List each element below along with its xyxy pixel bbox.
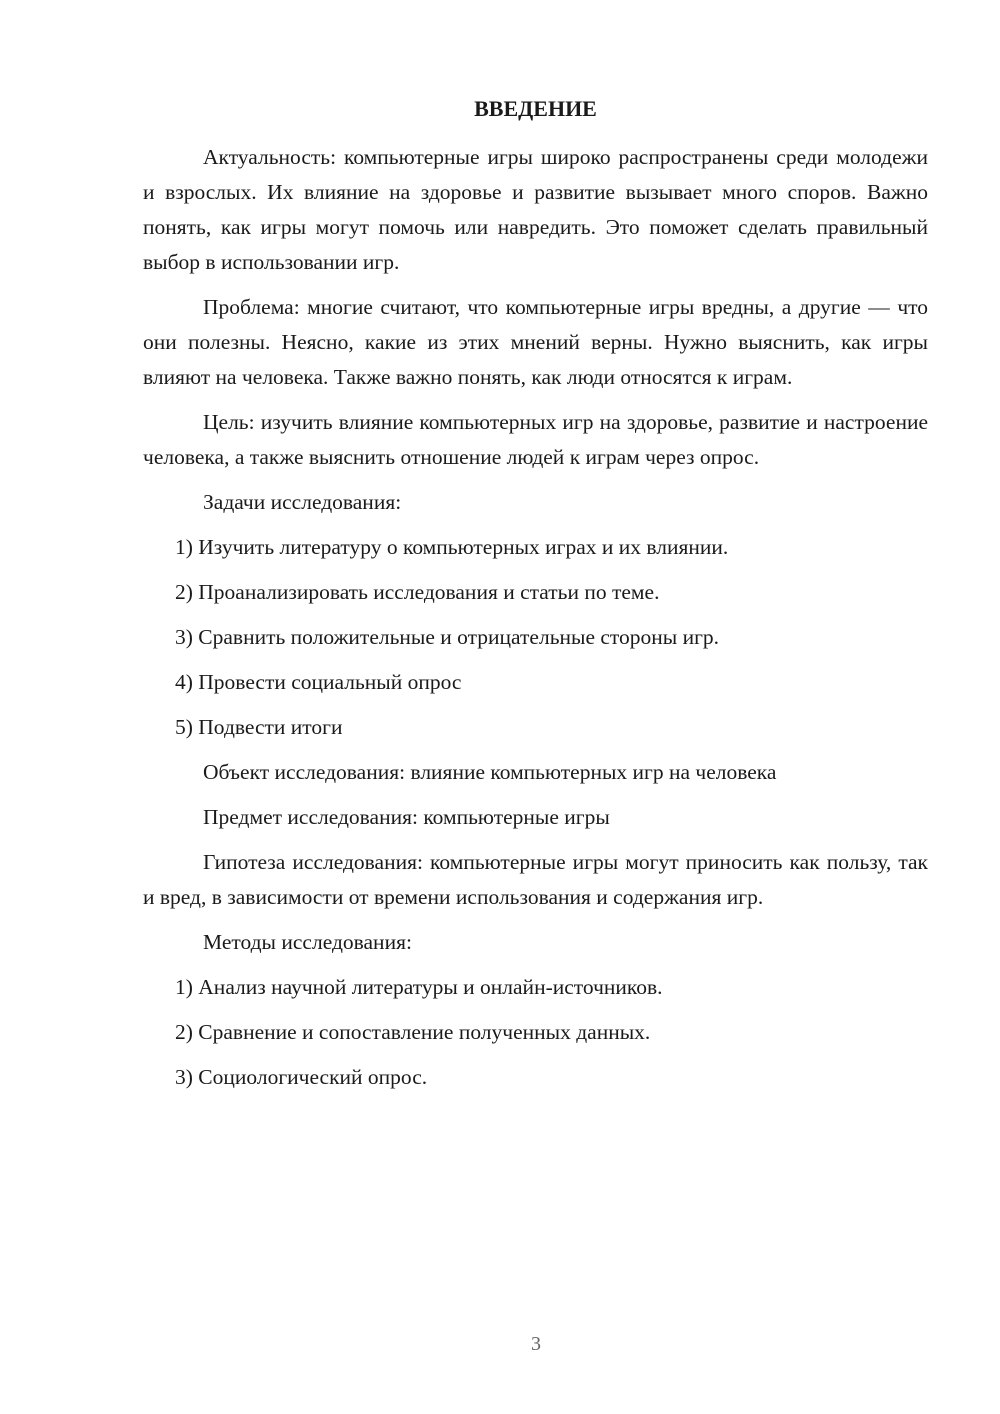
methods-list xyxy=(143,970,928,1095)
page-title: ВВЕДЕНИЕ xyxy=(474,96,597,121)
tasks-label: Задачи исследования: xyxy=(203,490,402,514)
research-subject: Предмет исследования: компьютерные игры xyxy=(203,805,610,829)
list-item: 1) Анализ научной литературы и онлайн-источников. xyxy=(175,975,663,999)
paragraph-relevance: Актуальность: компьютерные игры широко распространены среди молодежи и взрослых. Их влияние на здоровье и развитие вызывает много споров. Важно понять, как игры могут помочь или навредить. Это поможет сделать правильный выбор в использовании игр. xyxy=(143,145,928,274)
list-item: 3) Сравнить положительные и отрицательные стороны игр. xyxy=(175,625,720,649)
list-item: 5) Подвести итоги xyxy=(175,715,343,739)
list-item: 2) Сравнение и сопоставление полученных данных. xyxy=(175,1020,651,1044)
paragraph-hypothesis: Гипотеза исследования: компьютерные игры могут приносить как пользу, так и вред, в зависимости от времени использования и содержания игр. xyxy=(143,850,928,909)
research-object: Объект исследования: влияние компьютерных игр на человека xyxy=(203,760,777,784)
paragraph-problem: Проблема: многие считают, что компьютерные игры вредны, а другие — что они полезны. Неясно, какие из этих мнений верны. Нужно выяснить, как игры влияют на человека. Также важно понять, как люди относятся к играм. xyxy=(143,295,928,389)
tasks-list xyxy=(143,530,928,745)
list-item: 1) Изучить литературу о компьютерных играх и их влиянии. xyxy=(175,535,729,559)
list-item: 4) Провести социальный опрос xyxy=(175,670,462,694)
page-number: 3 xyxy=(531,1333,541,1355)
list-item: 3) Социологический опрос. xyxy=(175,1065,428,1089)
paragraph-goal: Цель: изучить влияние компьютерных игр на здоровье, развитие и настроение человека, а также выяснить отношение людей к играм через опрос. xyxy=(143,410,928,469)
document-page xyxy=(143,92,928,1105)
list-item: 2) Проанализировать исследования и статьи по теме. xyxy=(175,580,660,604)
methods-label: Методы исследования: xyxy=(203,930,412,954)
